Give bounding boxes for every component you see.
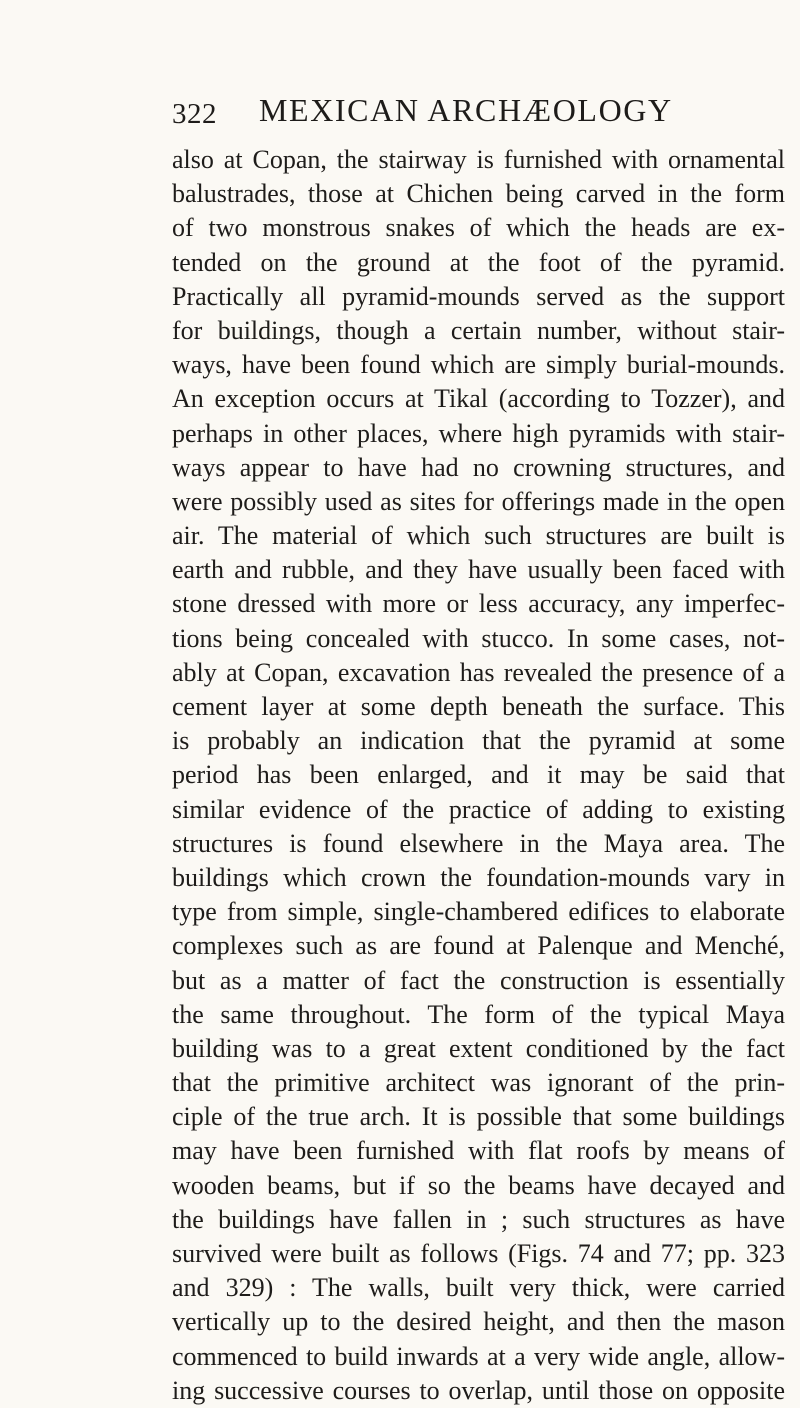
text-line: the same throughout. The form of the typical Maya xyxy=(172,999,785,1029)
text-line: and 329) : The walls, built very thick, were carried xyxy=(172,1273,785,1303)
text-line: period has been enlarged, and it may be said that xyxy=(172,760,785,790)
text-line: ways appear to have had no crowning structures, and xyxy=(172,452,785,482)
text-line: commenced to build inwards at a very wide angle, allow- xyxy=(172,1341,785,1371)
text-line: ciple of the true arch. It is possible that some buildings xyxy=(172,1102,785,1132)
text-line: type from simple, single-chambered edifices to elaborate xyxy=(172,897,785,927)
text-line: earth and rubble, and they have usually been faced with xyxy=(172,555,785,585)
text-line: also at Copan, the stairway is furnished with ornamental xyxy=(172,145,785,174)
page-header xyxy=(172,92,732,136)
text-line: wooden beams, but if so the beams have decayed and xyxy=(172,1170,785,1200)
text-line: tions being concealed with stucco. In some cases, not- xyxy=(172,623,785,653)
text-line: perhaps in other places, where high pyramids with stair- xyxy=(172,418,785,448)
text-line: air. The material of which such structures are built is xyxy=(172,521,785,551)
text-line: vertically up to the desired height, and then the mason xyxy=(172,1307,785,1337)
text-line: ways, have been found which are simply burial-mounds. xyxy=(172,350,785,380)
text-line: complexes such as are found at Palenque and Menché, xyxy=(172,931,785,961)
text-line: ing successive courses to overlap, until those on opposite xyxy=(172,1375,785,1405)
text-line: An exception occurs at Tikal (according to Tozzer), and xyxy=(172,384,785,414)
text-line: of two monstrous snakes of which the heads are ex- xyxy=(172,213,785,243)
text-line: Practically all pyramid-mounds served as the support xyxy=(172,281,785,311)
running-head: MEXICAN ARCHÆOLOGY xyxy=(259,92,673,128)
text-line: is probably an indication that the pyramid at some xyxy=(172,726,785,756)
page-number: 322 xyxy=(172,98,217,130)
text-line: similar evidence of the practice of adding to existing xyxy=(172,794,785,824)
text-line: structures is found elsewhere in the Maya area. The xyxy=(172,828,785,858)
text-line: the buildings have fallen in ; such structures as have xyxy=(172,1204,785,1234)
text-line: may have been furnished with flat roofs by means of xyxy=(172,1136,785,1166)
text-line: cement layer at some depth beneath the surface. This xyxy=(172,692,785,721)
text-line: for buildings, though a certain number, without stair- xyxy=(172,315,785,345)
text-line: building was to a great extent conditioned by the fact xyxy=(172,1033,785,1063)
text-line: stone dressed with more or less accuracy, any imperfec- xyxy=(172,589,785,619)
text-line: were possibly used as sites for offerings made in the open xyxy=(172,486,785,516)
text-line: but as a matter of fact the construction is essentially xyxy=(172,965,785,995)
text-line: survived were built as follows (Figs. 74 and 77; pp. 323 xyxy=(172,1239,785,1268)
text-line: balustrades, those at Chichen being carved in the form xyxy=(172,179,785,209)
text-line: tended on the ground at the foot of the pyramid. xyxy=(172,247,785,277)
text-line: buildings which crown the foundation-mounds vary in xyxy=(172,862,785,892)
text-line: that the primitive architect was ignorant of the prin- xyxy=(172,1068,785,1098)
body-text xyxy=(172,143,785,1408)
text-line: ably at Copan, excavation has revealed the presence of a xyxy=(172,657,785,687)
